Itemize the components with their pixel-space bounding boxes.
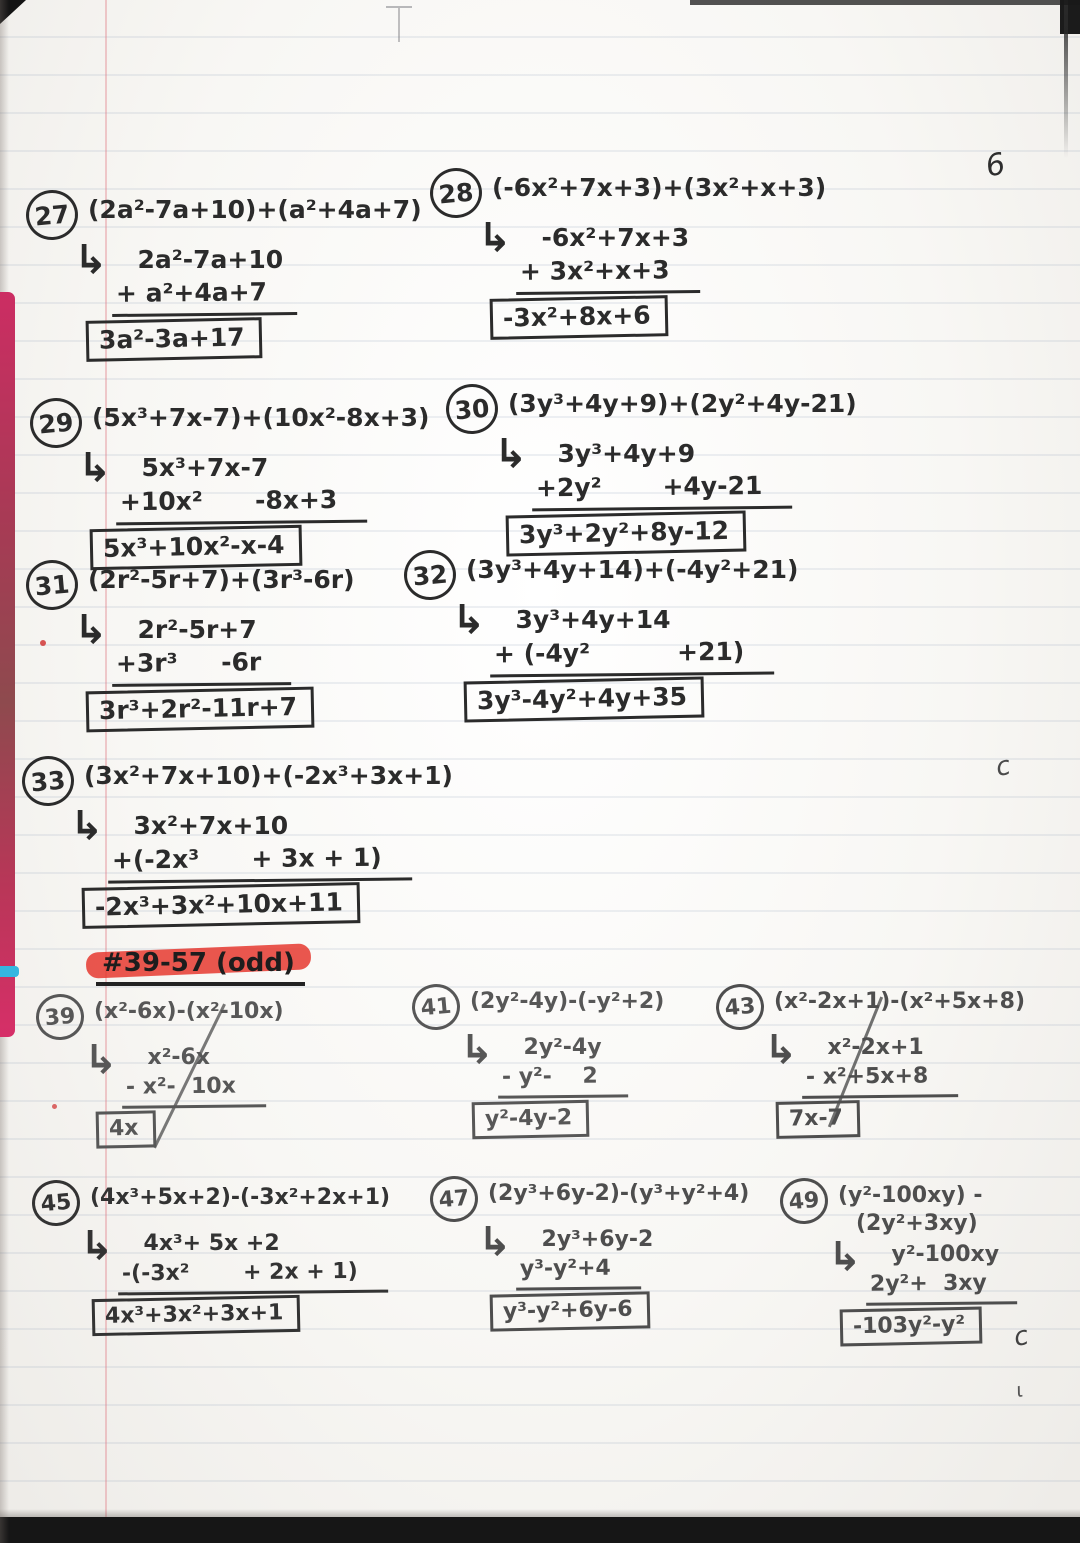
problem-27 (26, 190, 422, 360)
work-line: 4x³+ 5x +2 (143, 1231, 280, 1256)
problem-top-row (22, 756, 453, 806)
arrow-icon: ↳ (74, 607, 108, 653)
problem-number: 32 (402, 548, 458, 602)
work-block (84, 1037, 284, 1107)
pencil-tick-mark (386, 6, 412, 44)
problem-top-row (32, 1180, 390, 1226)
work-lines (516, 220, 700, 293)
answer-box: -2x³+3x²+10x+11 (82, 882, 361, 929)
work-lines (802, 1032, 958, 1097)
work-line: +(-2x³ + 3x + 1) (107, 841, 411, 883)
arrow-icon: ↳ (828, 1234, 862, 1280)
pen-smudge: c (993, 750, 1014, 784)
answer-box: 4x³+3x²+3x+1 (92, 1295, 301, 1336)
answer-box: y²-4y-2 (472, 1100, 590, 1139)
work-line: - x²- 10x (121, 1072, 265, 1108)
work-block (80, 1223, 390, 1293)
page-edge-line (690, 0, 1080, 5)
problem-top-row (430, 168, 826, 218)
work-line: + a²+4a+7 (111, 276, 296, 316)
work-line: -(-3x² + 2x + 1) (117, 1257, 387, 1294)
answer-row (92, 1297, 390, 1334)
problem-number: 39 (34, 992, 86, 1042)
problem-top-row (412, 984, 664, 1030)
answer-row (840, 1308, 1016, 1345)
work-block (460, 1027, 664, 1097)
expression-line: (-6x²+7x+3)+(3x²+x+3) (492, 173, 827, 202)
answer-row (490, 297, 826, 338)
work-block (78, 445, 429, 523)
problem-32 (404, 550, 798, 720)
work-line: - y²- 2 (497, 1062, 627, 1098)
expression-line: (2y²-4y)-(-y²+2) (470, 989, 665, 1014)
work-line: 2y²-4y (523, 1035, 602, 1060)
problem-top-row (430, 1176, 749, 1222)
pink-notebook-edge (0, 292, 15, 1037)
answer-box: 3a²-3a+17 (86, 317, 262, 362)
work-block (74, 237, 422, 315)
problem-number: 45 (30, 1178, 82, 1228)
work-line: 2a²-7a+10 (137, 245, 284, 274)
arrow-icon: ↳ (494, 431, 528, 477)
work-block (828, 1234, 1016, 1304)
expression-line: (2y³+6y-2)-(y³+y²+4) (488, 1181, 750, 1206)
work-lines (116, 450, 367, 523)
arrow-icon: ↳ (70, 803, 104, 849)
expression-line: (5x³+7x-7)+(10x²-8x+3) (92, 403, 430, 432)
answer-row (472, 1101, 664, 1138)
expression-line: (3y³+4y+14)+(-4y²+21) (466, 555, 799, 584)
work-line: 3x²+7x+10 (133, 811, 289, 840)
work-line: x²-6x (147, 1045, 210, 1070)
problem-expression (774, 984, 1025, 1016)
answer-box: -3x²+8x+6 (490, 295, 668, 340)
work-line: - x²+5x+8 (801, 1062, 958, 1098)
answer-row (86, 319, 422, 360)
work-line: 2y³+6y-2 (541, 1227, 654, 1252)
problem-33 (22, 756, 453, 926)
answer-box: 3y³+2y²+8y-12 (506, 510, 747, 556)
work-line: -6x²+7x+3 (541, 223, 690, 252)
answer-box: 3y³-4y²+4y+35 (464, 676, 705, 722)
work-lines (112, 612, 291, 685)
work-line: y³-y²+4 (515, 1254, 640, 1290)
problem-28 (430, 168, 826, 338)
problem-number: 49 (778, 1176, 830, 1226)
problem-expression (92, 398, 429, 433)
expression-line: (2r²-5r+7)+(3r³-6r) (88, 565, 355, 594)
work-line: 3y³+4y+14 (515, 605, 671, 634)
problem-expression (88, 190, 422, 225)
arrow-icon: ↳ (74, 237, 108, 283)
problem-top-row (446, 384, 857, 434)
answer-box: 4x (96, 1111, 156, 1149)
problem-expression (488, 1176, 749, 1208)
problem-top-row (780, 1178, 1016, 1237)
desk-edge-bar (0, 1517, 1080, 1543)
work-block (70, 803, 453, 881)
answer-box: -103y²-y² (840, 1307, 983, 1347)
arrow-icon: ↳ (478, 215, 512, 261)
problem-49 (780, 1178, 1016, 1345)
arrow-icon: ↳ (452, 597, 486, 643)
page-edge-shadow (0, 1509, 1080, 1517)
work-lines (490, 602, 774, 675)
expression-line: (4x³+5x+2)-(-3x²+2x+1) (90, 1185, 391, 1210)
problem-expression (84, 756, 453, 791)
expression-line: (x²-2x+1)-(x²+5x+8) (774, 989, 1026, 1014)
problem-30 (446, 384, 857, 554)
pen-smudge: ι (1013, 1377, 1026, 1403)
problem-expression (508, 384, 857, 419)
answer-box: 5x³+10x²-x-4 (90, 525, 302, 570)
arrow-icon: ↳ (460, 1027, 494, 1073)
problem-top-row (404, 550, 798, 600)
arrow-icon: ↳ (84, 1037, 118, 1083)
assignment-header-text (96, 946, 305, 986)
expression-line: (2a²-7a+10)+(a²+4a+7) (88, 195, 422, 224)
work-block (494, 431, 857, 509)
answer-box: 7x-7 (776, 1100, 861, 1139)
work-line: + 3x²+x+3 (515, 254, 699, 294)
problem-top-row (36, 994, 284, 1040)
work-lines (866, 1239, 1017, 1304)
problem-top-row (26, 190, 422, 240)
work-line: +3r³ -6r (111, 646, 291, 686)
expression-line: (3y³+4y+9)+(2y²+4y-21) (508, 389, 857, 418)
work-block (478, 215, 826, 293)
arrow-icon: ↳ (764, 1027, 798, 1073)
work-line: +2y² +4y-21 (531, 469, 792, 510)
photo-corner-shadow (1060, 0, 1080, 34)
problem-41 (412, 984, 664, 1138)
answer-row (86, 689, 355, 730)
work-line: 2y²+ 3xy (865, 1269, 1016, 1305)
problem-top-row (26, 560, 355, 610)
problem-expression (90, 1180, 390, 1212)
arrow-icon: ↳ (80, 1223, 114, 1269)
cyan-tab-mark (0, 966, 19, 977)
work-lines (122, 1042, 266, 1107)
work-block (478, 1219, 749, 1289)
work-block (764, 1027, 1025, 1097)
work-lines (516, 1224, 654, 1289)
problem-expression (470, 984, 664, 1016)
problem-expression (88, 560, 355, 595)
work-line: 5x³+7x-7 (141, 453, 269, 482)
answer-row (464, 679, 798, 720)
problem-43 (716, 984, 1025, 1138)
problem-number: 27 (24, 188, 80, 242)
problem-47 (430, 1176, 749, 1330)
work-block (452, 597, 798, 675)
problem-number: 29 (28, 396, 84, 450)
work-line: 2r²-5r+7 (137, 615, 257, 644)
page-edge-line (1064, 0, 1068, 158)
answer-row (490, 1293, 749, 1330)
work-line: y²-100xy (891, 1242, 1000, 1267)
work-lines (118, 1228, 388, 1293)
work-lines (112, 242, 297, 315)
work-line: + (-4y² +21) (489, 635, 774, 676)
pen-smudge: c (1011, 1320, 1032, 1354)
answer-row (82, 885, 453, 926)
answer-row (506, 513, 857, 554)
answer-row (776, 1101, 1025, 1138)
problem-expression (838, 1178, 982, 1237)
problem-number: 33 (20, 754, 76, 808)
answer-box: 3r³+2r²-11r+7 (86, 687, 315, 733)
expression-line: (2y²+3xy) (856, 1210, 978, 1236)
work-lines (498, 1032, 628, 1097)
problem-number: 30 (444, 382, 500, 436)
arrow-icon: ↳ (78, 445, 112, 491)
answer-box: y³-y²+6y-6 (490, 1292, 650, 1332)
assignment-header (96, 946, 305, 986)
problem-39 (36, 994, 284, 1148)
answer-row (96, 1111, 284, 1148)
problem-number: 43 (714, 982, 766, 1032)
work-line: 3y³+4y+9 (557, 439, 696, 468)
work-block (74, 607, 355, 685)
problem-top-row (30, 398, 429, 448)
problem-45 (32, 1180, 390, 1334)
problem-expression (94, 994, 284, 1026)
problem-expression (492, 168, 826, 203)
arrow-icon: ↳ (478, 1219, 512, 1265)
expression-line: (3x²+7x+10)+(-2x³+3x+1) (84, 761, 453, 790)
work-line: +10x² -8x+3 (115, 483, 367, 524)
expression-line: (y²-100xy) - (838, 1183, 983, 1208)
pen-smudge: 6 (982, 146, 1009, 185)
problem-number: 47 (428, 1174, 480, 1224)
work-line: x²-2x+1 (827, 1035, 924, 1060)
problem-number: 41 (410, 982, 462, 1032)
problem-29 (30, 398, 429, 568)
work-lines (532, 436, 792, 509)
problem-number: 28 (428, 166, 484, 220)
expression-line: (x²-6x)-(x²-10x) (94, 999, 284, 1024)
problem-expression (466, 550, 798, 585)
work-lines (108, 808, 412, 881)
assignment-header-label: #39-57 (odd) (102, 948, 295, 978)
problem-number: 31 (24, 558, 80, 612)
problem-31 (26, 560, 355, 730)
